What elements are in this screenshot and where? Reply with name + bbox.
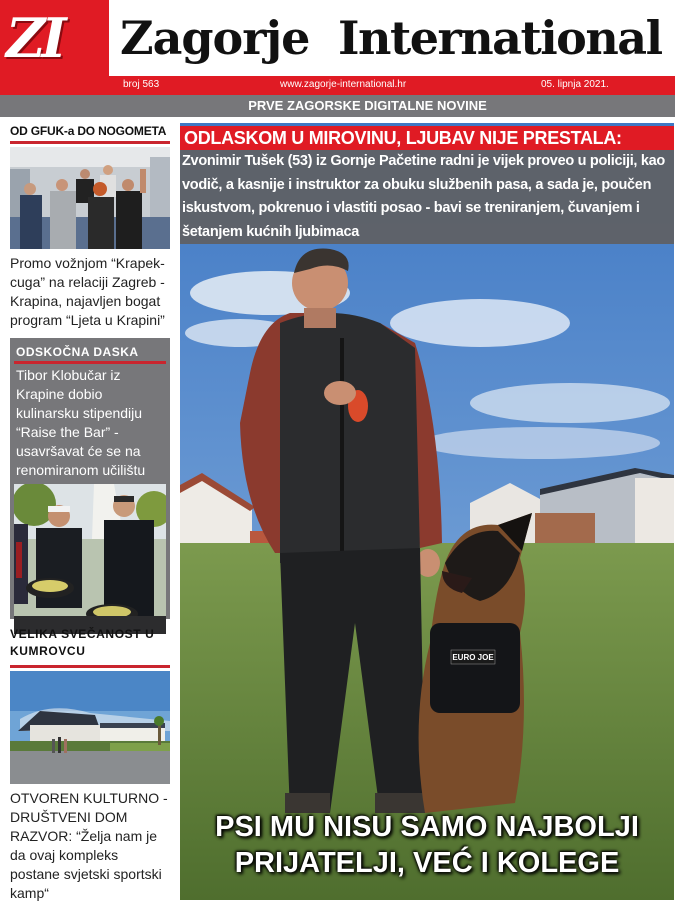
lead-summary[interactable]: Zvonimir Tušek (53) iz Gornje Pačetine radni je vijek proveo u policiji, kao vodič, a kasnije i instruktor za obuku službenih pasa, a sada je, poučen iskustvom, pokrenuo i vlastiti posao - bavi se treniranjem, čuvanjem i šetanjem kućnih ljubimaca [180,150,674,244]
lead-kicker[interactable]: ODLASKOM U MIROVINU, LJUBAV NIJE PRESTALA: [180,126,674,150]
lead-headline-line-2: PRIJATELJI, VEĆ I KOLEGE [234,847,620,879]
title-part-2: International [338,11,662,65]
sidebar-story-text[interactable]: Promo vožnjom “Krapek-cuga” na relaciji Zagreb - Krapina, najavljen bogat program “Ljeta u Krapini” [10,255,165,328]
lead-story[interactable] [180,123,674,900]
logo-text: ZI [6,6,63,70]
website-link[interactable]: www.zagorje-international.hr [280,79,407,90]
section-heading: ODSKOČNA DASKA [16,345,139,359]
lead-headline-line-1: PSI MU NISU SAMO NAJBOLJI [215,811,639,843]
masthead-info-strip [109,76,675,95]
sidebar-article-1[interactable] [10,120,170,340]
sidebar-story-text[interactable]: Tibor Klobučar iz Krapine dobio kulinarsku stipendiju “Raise the Bar” - usavršavat će se na renomiranom učilištu [16,367,146,478]
title-part-1: Zagorje [120,11,310,65]
issue-number: broj 563 [123,79,160,90]
article-photo-building[interactable] [10,671,170,784]
section-heading: VELIKA SVEČANOST U KUMROVCU [10,627,155,658]
logo[interactable] [0,0,109,95]
tagline-band: PRVE ZAGORSKE DIGITALNE NOVINE [0,95,675,117]
sidebar-article-3[interactable] [10,622,170,903]
sidebar-story-text[interactable]: OTVOREN KULTURNO - DRUŠTVENI DOM RAZVOR: “Želja nam je da ovaj kompleks postane svjetski sportski kamp“ [10,790,168,901]
lead-headline[interactable] [180,809,674,881]
red-divider [10,665,170,668]
red-divider [10,141,170,144]
section-heading: OD GFUK-a DO NOGOMETA [10,124,167,138]
harness-label: EURO JOE [452,653,494,662]
article-photo-chefs[interactable] [14,484,166,634]
article-photo-train[interactable] [10,147,170,249]
issue-date: 05. lipnja 2021. [541,79,609,90]
red-divider [14,361,166,364]
sidebar-article-2[interactable] [10,338,170,619]
